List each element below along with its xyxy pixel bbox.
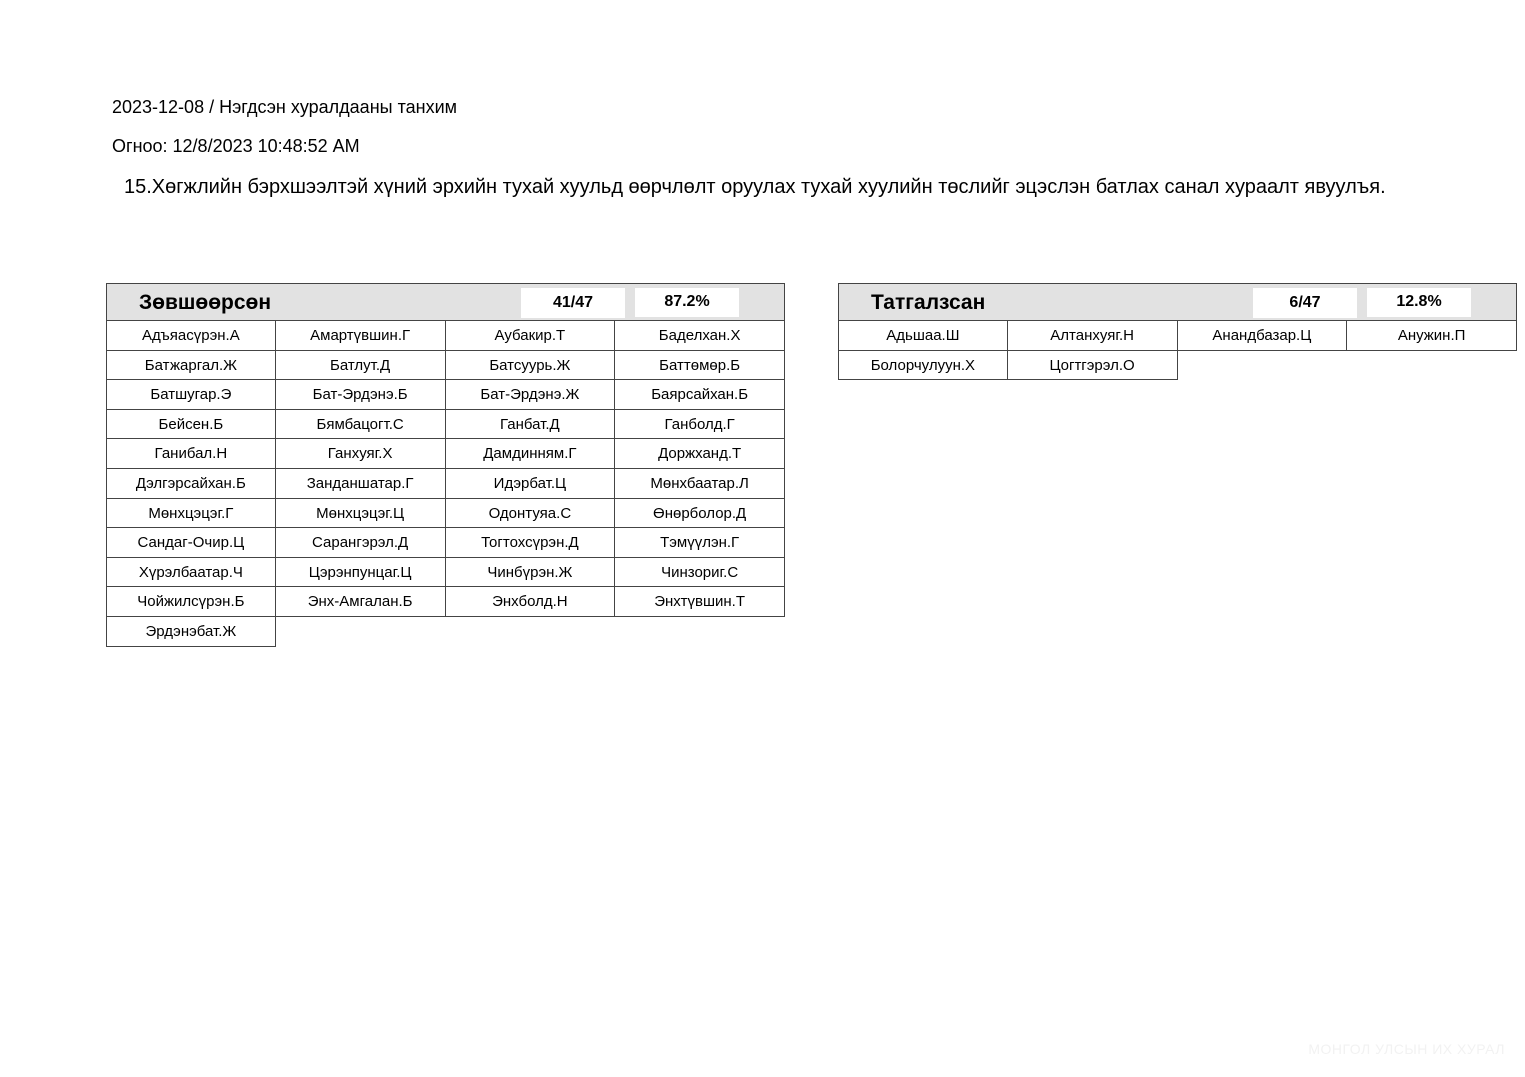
voter-name-cell: Мөнхцэцэг.Г — [106, 499, 276, 529]
voter-name-cell: Өнөрболор.Д — [615, 499, 785, 529]
voter-name-cell: Бат-Эрдэнэ.Б — [276, 380, 446, 410]
voter-name-cell: Анужин.П — [1347, 321, 1517, 351]
rejected-percent: 12.8% — [1367, 288, 1471, 317]
voter-name-cell: Дэлгэрсайхан.Б — [106, 469, 276, 499]
voter-name-cell: Эрдэнэбат.Ж — [106, 617, 276, 647]
voter-name-cell: Бямбацогт.С — [276, 410, 446, 440]
voter-name-cell: Амартүвшин.Г — [276, 321, 446, 351]
voter-name-cell: Батсуурь.Ж — [446, 351, 616, 381]
agenda-topic: 15.Хөгжлийн бэрхшээлтэй хүний эрхийн тухай хуульд өөрчлөлт оруулах тухай хуулийн төслийг эцэслэн батлах санал хураалт явуулъя. — [124, 176, 1386, 198]
session-date-hall: 2023-12-08 / Нэгдсэн хуралдааны танхим — [112, 97, 457, 117]
voter-name-cell: Идэрбат.Ц — [446, 469, 616, 499]
voter-name-cell: Энхболд.Н — [446, 587, 616, 617]
approved-names-grid — [106, 321, 785, 647]
voter-name-cell: Сандаг-Очир.Ц — [106, 528, 276, 558]
voter-name-cell: Адъяасүрэн.А — [106, 321, 276, 351]
voter-name-cell: Баярсайхан.Б — [615, 380, 785, 410]
voter-name-cell: Доржханд.Т — [615, 439, 785, 469]
voter-name-cell: Чинбүрэн.Ж — [446, 558, 616, 588]
approved-header — [106, 283, 785, 321]
voter-name-cell: Тэмүүлэн.Г — [615, 528, 785, 558]
voter-name-cell: Ганибал.Н — [106, 439, 276, 469]
voter-name-cell: Энх-Амгалан.Б — [276, 587, 446, 617]
approved-panel — [106, 283, 785, 647]
voter-name-cell: Батшугар.Э — [106, 380, 276, 410]
voter-name-cell: Хүрэлбаатар.Ч — [106, 558, 276, 588]
voter-name-cell: Мөнхцэцэг.Ц — [276, 499, 446, 529]
approved-title: Зөвшөөрсөн — [139, 291, 272, 314]
rejected-names-grid — [838, 321, 1517, 380]
voter-name-cell: Чойжилсүрэн.Б — [106, 587, 276, 617]
voter-name-cell: Энхтүвшин.Т — [615, 587, 785, 617]
voter-name-cell: Ганбат.Д — [446, 410, 616, 440]
voter-name-cell: Занданшатар.Г — [276, 469, 446, 499]
voter-name-cell: Ганхуяг.Х — [276, 439, 446, 469]
vote-timestamp: Огноо: 12/8/2023 10:48:52 AM — [112, 136, 360, 156]
voter-name-cell: Алтанхуяг.Н — [1008, 321, 1178, 351]
voter-name-cell: Мөнхбаатар.Л — [615, 469, 785, 499]
voter-name-cell: Адьшаа.Ш — [838, 321, 1008, 351]
rejected-panel — [838, 283, 1517, 380]
voter-name-cell: Тогтохсүрэн.Д — [446, 528, 616, 558]
voter-name-cell: Батжаргал.Ж — [106, 351, 276, 381]
voter-name-cell: Цэрэнпунцаг.Ц — [276, 558, 446, 588]
voter-name-cell: Бат-Эрдэнэ.Ж — [446, 380, 616, 410]
voter-name-cell: Ганболд.Г — [615, 410, 785, 440]
voter-name-cell: Чинзориг.С — [615, 558, 785, 588]
voter-name-cell: Аубакир.Т — [446, 321, 616, 351]
watermark: МОНГОЛ УЛСЫН ИХ ХУРАЛ — [1308, 1041, 1505, 1057]
rejected-header — [838, 283, 1517, 321]
voter-name-cell: Дамдинням.Г — [446, 439, 616, 469]
rejected-count: 6/47 — [1253, 288, 1357, 318]
voter-name-cell: Бейсен.Б — [106, 410, 276, 440]
voter-name-cell: Батлут.Д — [276, 351, 446, 381]
voter-name-cell: Баттөмөр.Б — [615, 351, 785, 381]
voter-name-cell: Сарангэрэл.Д — [276, 528, 446, 558]
voter-name-cell: Анандбазар.Ц — [1178, 321, 1348, 351]
approved-percent: 87.2% — [635, 288, 739, 317]
voter-name-cell: Цогтгэрэл.О — [1008, 351, 1178, 381]
voter-name-cell: Баделхан.Х — [615, 321, 785, 351]
approved-count: 41/47 — [521, 288, 625, 318]
voter-name-cell: Одонтуяа.С — [446, 499, 616, 529]
voter-name-cell: Болорчулуун.Х — [838, 351, 1008, 381]
rejected-title: Татгалзсан — [871, 291, 986, 314]
